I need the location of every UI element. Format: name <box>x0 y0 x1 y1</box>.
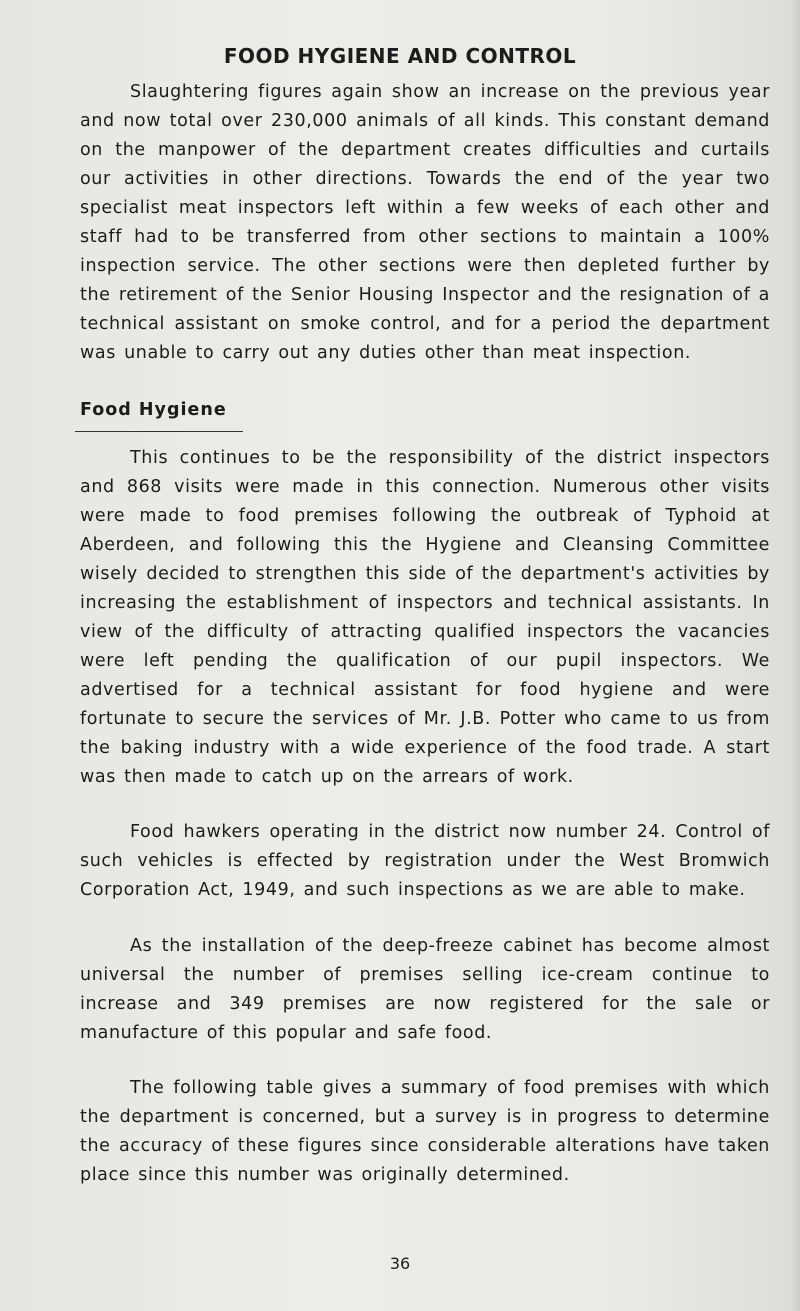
intro-paragraph: Slaughtering figures again show an increase on the previous year and now total over 230,000 animals of all kinds. This constant demand on the manpower of the department creates difficulties and curtails our activities in other directions. Towards the end of the year two specialist meat inspectors left within a few weeks of each other and staff had to be transferred from other sections to maintain a 100% inspection service. The other sections were then depleted further by the retirement of the Senior Housing Inspector and the resignation of a technical assistant on smoke control, and for a period the department was unable to carry out any duties other than meat inspection. <box>80 82 770 363</box>
section-heading: Food Hygiene <box>80 400 227 420</box>
food-premises-summary-paragraph: The following table gives a summary of food premises with which the department is concerned, but a survey is in progress to determine the accuracy of these figures since considerable alterations have taken place since this number was originally determined. <box>80 1078 770 1185</box>
ice-cream-paragraph: As the installation of the deep-freeze cabinet has become almost universal the number of premises selling ice-cream continue to increase and 349 premises are now registered for the sale or manufacture of this popular and safe food. <box>80 936 770 1043</box>
food-hygiene-paragraph: This continues to be the responsibility of the district inspectors and 868 visits were made in this connection. Numerous other visits were made to food premises following the outbreak of Typhoid at Aberdeen, and following this the Hygiene and Cleansing Committee wisely decided to strengthen this side of the department's activities by increasing the establishment of inspectors and technical assistants. In view of the difficulty of attracting qualified inspectors the vacancies were left pending the qualification of our pupil inspectors. We advertised for a technical assistant for food hygiene and were fortunate to secure the services of Mr. J.B. Potter who came to us from the baking industry with a wide experience of the food trade. A start was then made to catch up on the arrears of work. <box>80 448 770 787</box>
food-hawkers-paragraph: Food hawkers operating in the district now number 24. Control of such vehicles is effected by registration under the West Bromwich Corporation Act, 1949, and such inspections as we are able to make. <box>80 822 770 900</box>
page-edge-shadow <box>790 0 800 1311</box>
page-number: 36 <box>389 1254 411 1273</box>
heading-underline <box>75 431 243 432</box>
page-title: FOOD HYGIENE AND CONTROL <box>223 44 577 68</box>
